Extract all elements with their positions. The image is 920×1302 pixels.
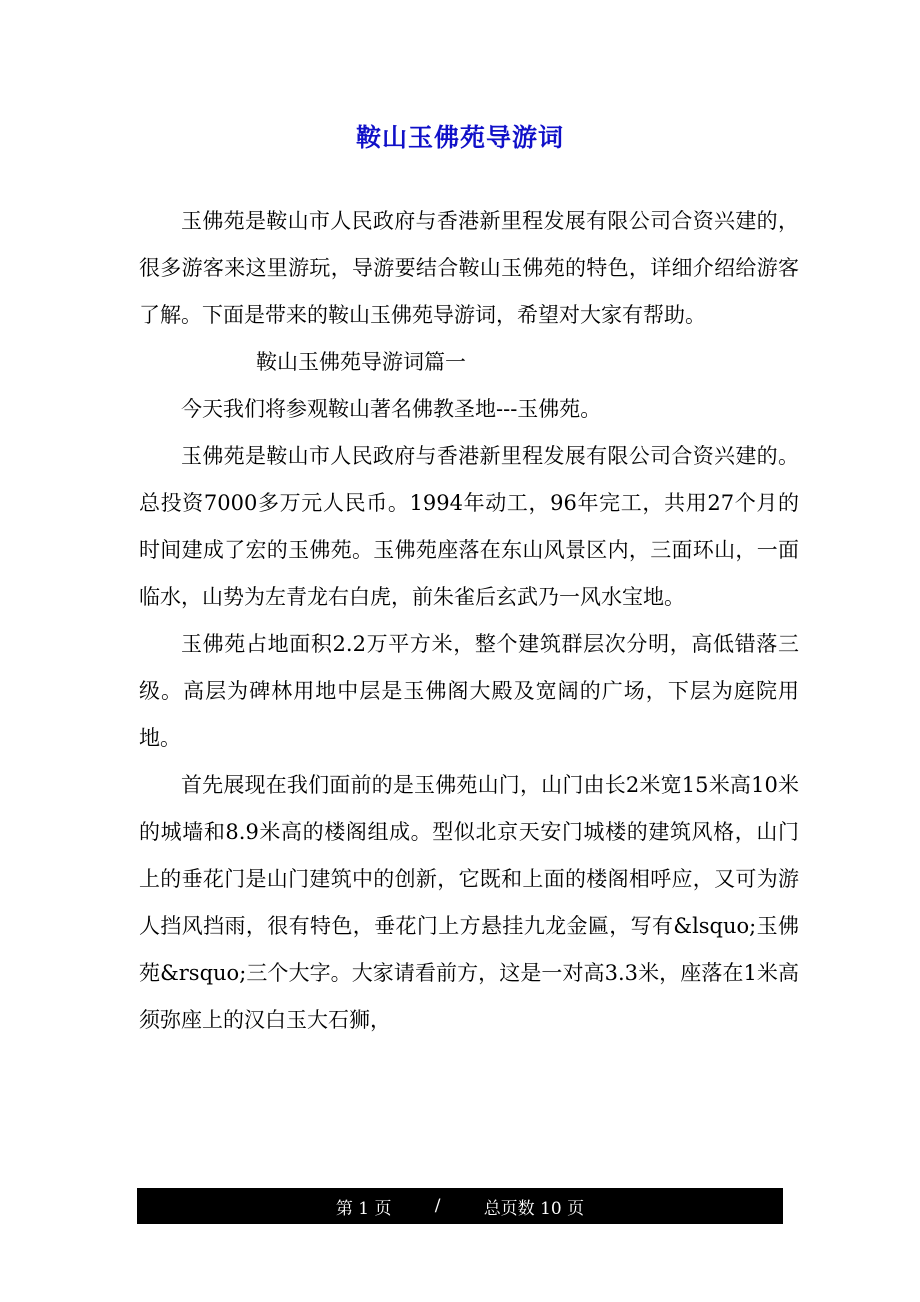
body-paragraph-1: 今天我们将参观鞍山著名佛教圣地---玉佛苑。 <box>181 397 602 421</box>
page-number: 第 1 页 <box>335 1198 392 1219</box>
page-separator: / <box>434 1196 441 1216</box>
body-paragraph-2: 玉佛苑是鞍山市人民政府与香港新里程发展有限公司合资兴建的。总投资7000多万元人民币。1994年动工，96年完工，共用27个月的时间建成了宏的玉佛苑。玉佛苑座落在东山风景区内，三面环山，一面临水，山势为左青龙右白虎，前朱雀后玄武乃一风水宝地。 <box>139 444 799 609</box>
intro-paragraph: 玉佛苑是鞍山市人民政府与香港新里程发展有限公司合资兴建的，很多游客来这里游玩，导游要结合鞍山玉佛苑的特色，详细介绍给游客了解。下面是带来的鞍山玉佛苑导游词，希望对大家有帮助。 <box>139 209 799 327</box>
body-paragraph-3: 玉佛苑占地面积2.2万平方米，整个建筑群层次分明，高低错落三级。高层为碑林用地中层是玉佛阁大殿及宽阔的广场，下层为庭院用地。 <box>139 632 799 750</box>
document-title: 鞍山玉佛苑导游词 <box>355 123 564 152</box>
section-heading: 鞍山玉佛苑导游词篇一 <box>256 350 466 374</box>
page-footer <box>137 1188 783 1224</box>
document-body <box>139 198 799 1044</box>
body-paragraph-4: 首先展现在我们面前的是玉佛苑山门，山门由长2米宽15米高10米的城墙和8.9米高的楼阁组成。型似北京天安门城楼的建筑风格，山门上的垂花门是山门建筑中的创新，它既和上面的楼阁相呼应，又可为游人挡风挡雨，很有特色，垂花门上方悬挂九龙金匾，写有&lsquo;玉佛苑&rsquo;三个大字。大家请看前方，这是一对高3.3米，座落在1米高须弥座上的汉白玉大石狮， <box>139 773 799 1032</box>
total-pages: 总页数 10 页 <box>483 1198 585 1219</box>
